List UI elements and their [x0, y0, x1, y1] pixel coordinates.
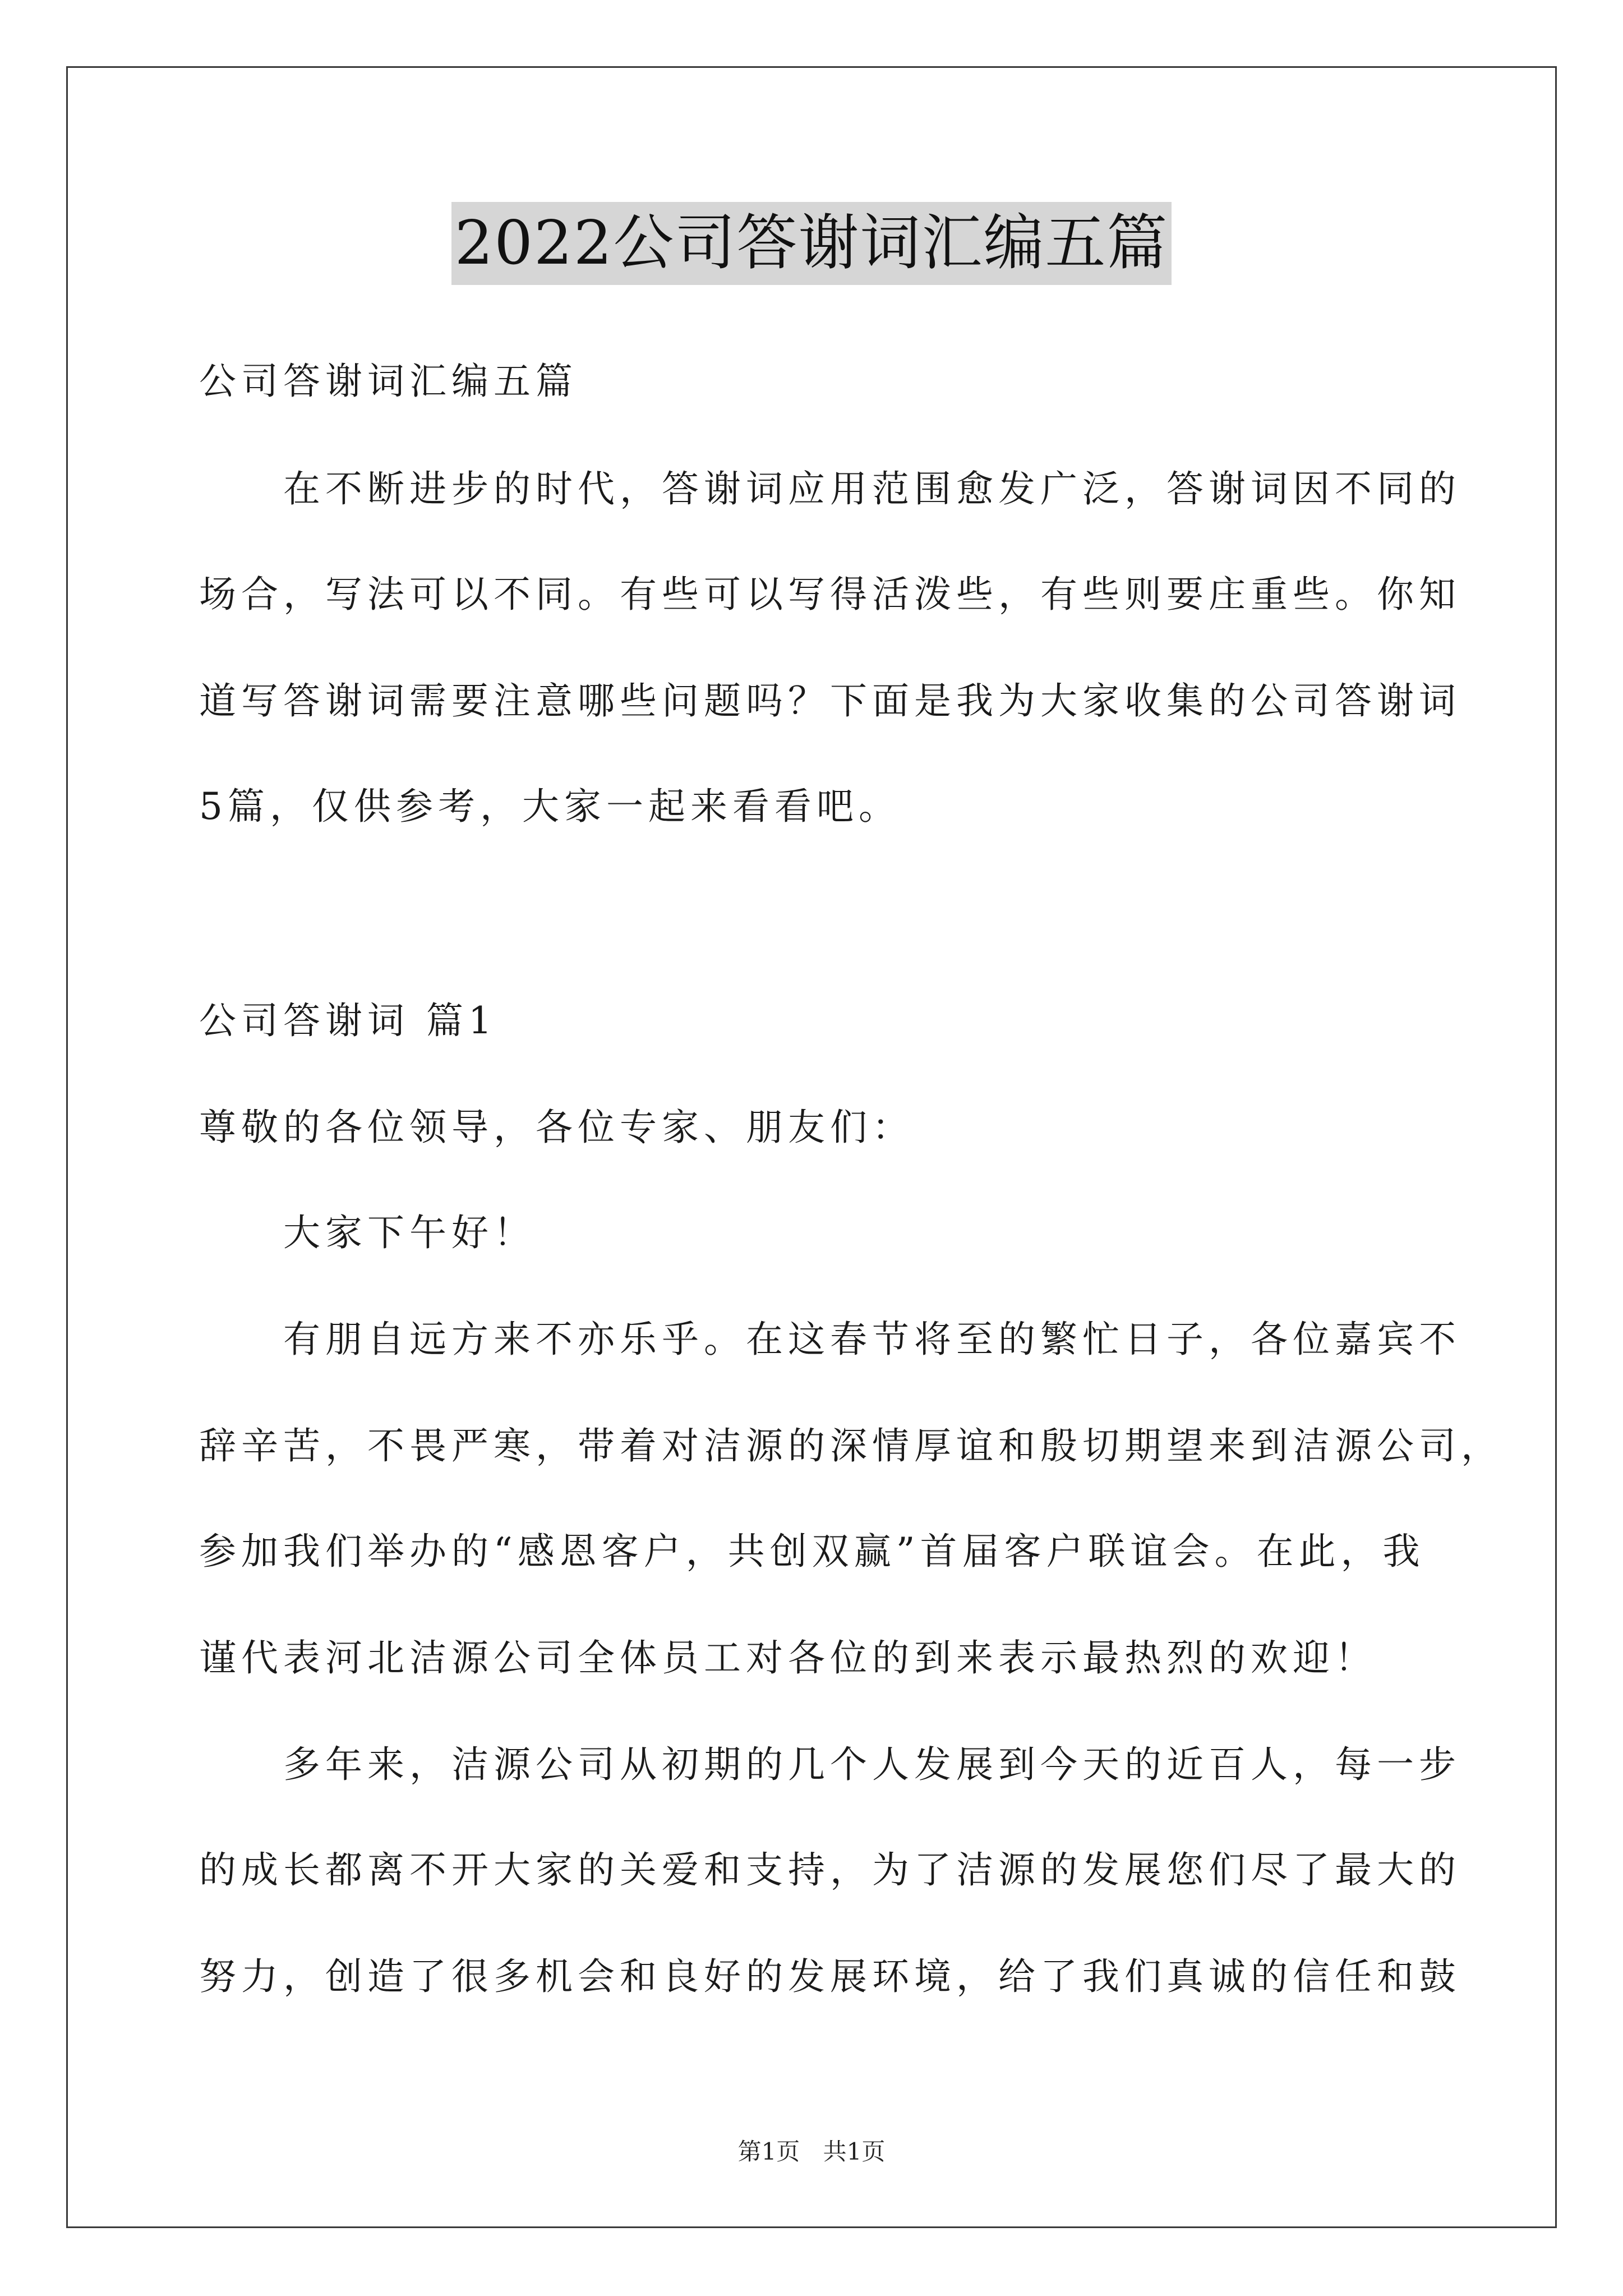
body-line-4: 谨代表河北洁源公司全体员工对各位的到来表示最热烈的欢迎！ [199, 1636, 1377, 1680]
page-total: 共1页 [823, 2138, 886, 2165]
body-line-3: 参加我们举办的“感恩客户，共创双赢”首届客户联谊会。在此，我 [199, 1530, 1425, 1573]
body-line-6: 的成长都离不开大家的关爱和支持，为了洁源的发展您们尽了最大的 [199, 1848, 1461, 1892]
salutation: 尊敬的各位领导，各位专家、朋友们： [199, 1106, 914, 1149]
document-title: 2022公司答谢词汇编五篇 [451, 202, 1172, 285]
title-container [0, 202, 1623, 285]
page-footer [0, 2137, 1623, 2166]
intro-line-4: 5篇，仅供参考，大家一起来看看吧。 [199, 785, 901, 828]
intro-line-1: 在不断进步的时代，答谢词应用范围愈发广泛，答谢词因不同的 [283, 467, 1461, 510]
subtitle: 公司答谢词汇编五篇 [199, 360, 578, 403]
body-line-5: 多年来，洁源公司从初期的几个人发展到今天的近百人，每一步 [283, 1743, 1461, 1786]
section-heading: 公司答谢词 篇1 [199, 999, 497, 1042]
intro-line-3: 道写答谢词需要注意哪些问题吗？下面是我为大家收集的公司答谢词 [199, 679, 1461, 723]
greeting: 大家下午好！ [283, 1211, 536, 1254]
body-line-2: 辞辛苦，不畏严寒，带着对洁源的深情厚谊和殷切期望来到洁源公司， [199, 1424, 1503, 1467]
page-number: 第1页 [737, 2138, 800, 2165]
body-line-7: 努力，创造了很多机会和良好的发展环境，给了我们真诚的信任和鼓 [199, 1955, 1461, 1998]
body-line-1: 有朋自远方来不亦乐乎。在这春节将至的繁忙日子，各位嘉宾不 [283, 1318, 1461, 1361]
intro-line-2: 场合，写法可以不同。有些可以写得活泼些，有些则要庄重些。你知 [199, 573, 1461, 616]
